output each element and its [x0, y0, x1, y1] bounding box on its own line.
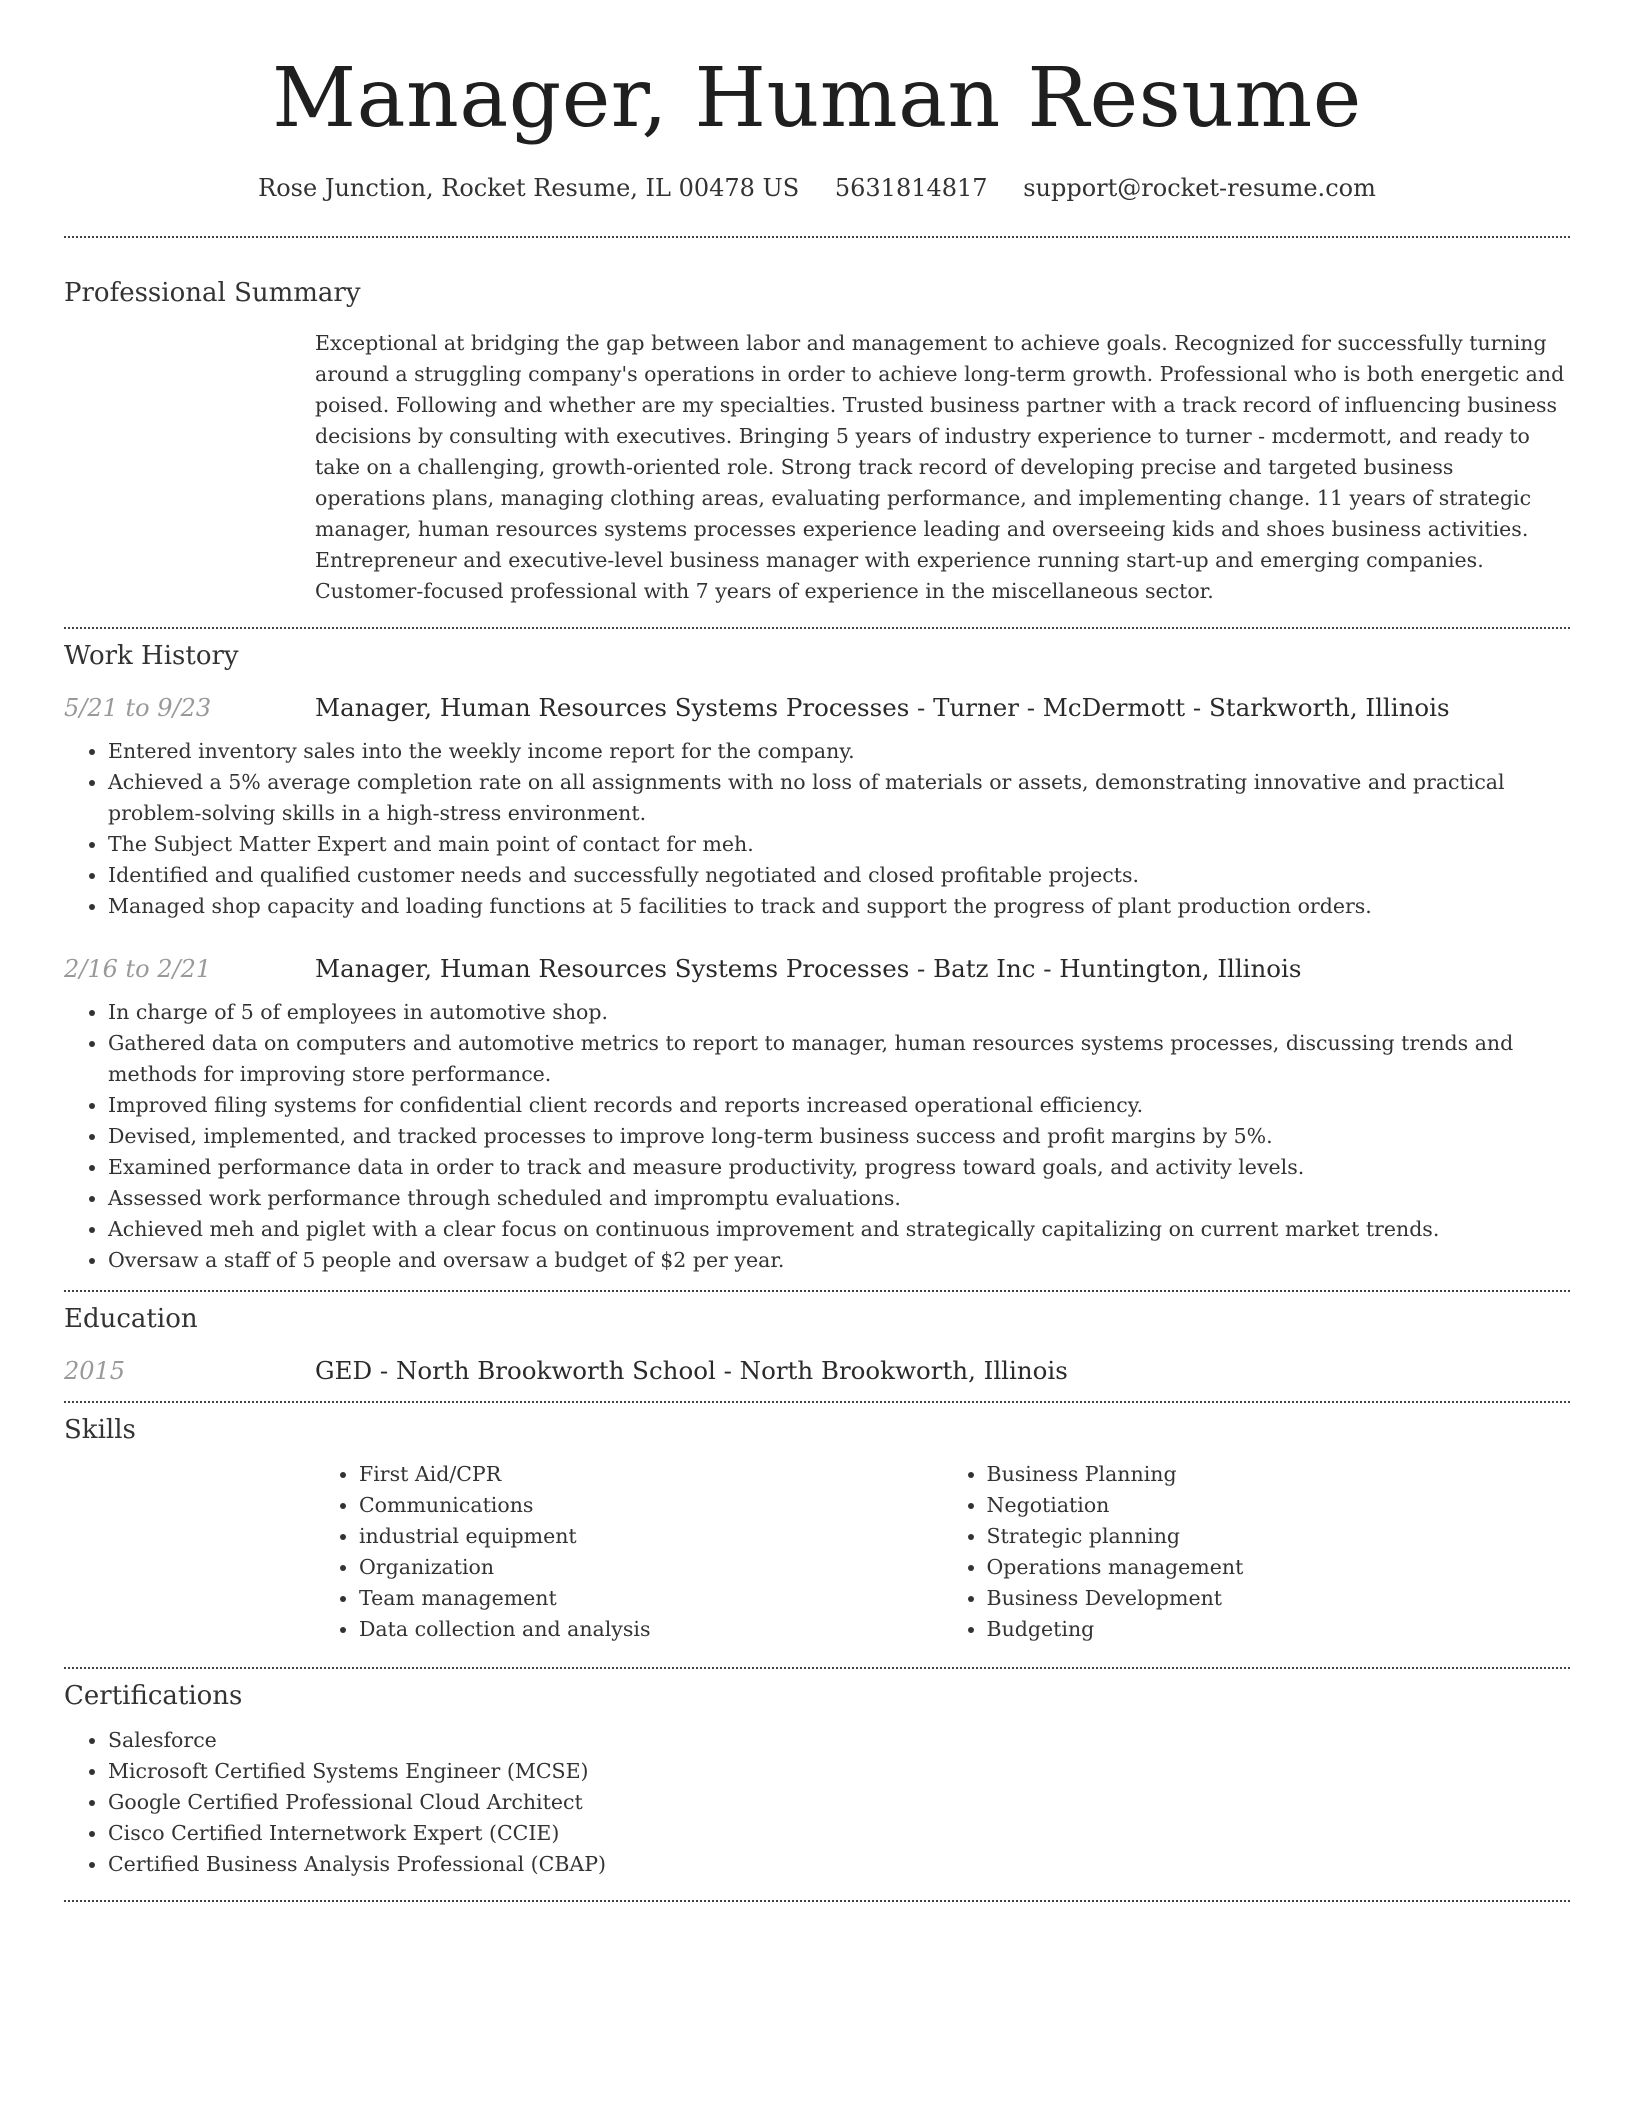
- list-item: • Oversaw a staff of 5 people and oversaw a budget of $2 per year.: [108, 1245, 1570, 1276]
- list-item: • Improved filing systems for confidential client records and reports increased operational efficiency.: [108, 1090, 1570, 1121]
- education-year: 2015: [64, 1357, 126, 1385]
- summary-heading: Professional Summary: [64, 278, 361, 308]
- skill-item: • Data collection and analysis: [359, 1614, 943, 1645]
- contact-email: support@rocket-resume.com: [1023, 174, 1376, 202]
- job-title: Manager, Human Resources Systems Processes - Batz Inc - Huntington, Illinois: [315, 954, 1302, 983]
- job-title: Manager, Human Resources Systems Processes - Turner - McDermott - Starkworth, Illinois: [315, 693, 1450, 722]
- resume-name: Manager, Human Resume: [272, 51, 1362, 146]
- education-text: GED - North Brookworth School - North Brookworth, Illinois: [315, 1356, 1068, 1385]
- certifications-heading: Certifications: [64, 1681, 243, 1711]
- list-item: • Examined performance data in order to track and measure productivity, progress toward goals, and activity levels.: [108, 1152, 1570, 1183]
- job-header: [64, 693, 1570, 722]
- education-entry: [64, 1356, 1570, 1385]
- skills-column-right: [943, 1459, 1571, 1645]
- resume-page: [64, 0, 1570, 1902]
- skill-item: • Business Development: [987, 1583, 1571, 1614]
- certification-item: • Certified Business Analysis Professional (CBAP): [108, 1849, 1570, 1880]
- certifications-list: [64, 1725, 1570, 1880]
- list-item: • Devised, implemented, and tracked processes to improve long-term business success and profit margins by 5%.: [108, 1121, 1570, 1152]
- list-item: • Entered inventory sales into the weekly income report for the company.: [108, 736, 1570, 767]
- section-divider: [64, 1900, 1570, 1902]
- list-item: • The Subject Matter Expert and main point of contact for meh.: [108, 829, 1570, 860]
- list-item: • Identified and qualified customer needs and successfully negotiated and closed profitable projects.: [108, 860, 1570, 891]
- list-item: • In charge of 5 of employees in automotive shop.: [108, 997, 1570, 1028]
- skill-item: • Budgeting: [987, 1614, 1571, 1645]
- section-divider: [64, 1401, 1570, 1403]
- certification-item: • Microsoft Certified Systems Engineer (MCSE): [108, 1756, 1570, 1787]
- certification-item: • Salesforce: [108, 1725, 1570, 1756]
- section-divider: [64, 236, 1570, 238]
- skill-item: • industrial equipment: [359, 1521, 943, 1552]
- job-bullets: [64, 736, 1570, 922]
- summary-text: Exceptional at bridging the gap between labor and management to achieve goals. Recognized for successfully turning around a struggling company's operations in order to achieve long-term growth. Professional who is both energetic and poised. Following and whether are my specialties. Trusted business partner with a track record of influencing business decisions by consulting with executives. Bringing 5 years of industry experience to turner - mcdermott, and ready to take on a challenging, growth-oriented role. Strong track record of developing precise and targeted business operations plans, managing clothing areas, evaluating performance, and implementing change. 11 years of strategic manager, human resources systems processes experience leading and overseeing kids and shoes business activities. Entrepreneur and executive-level business manager with experience running start-up and emerging companies. Customer-focused professional with 7 years of experience in the miscellaneous sector.: [315, 331, 1565, 603]
- job-dates: 5/21 to 9/23: [64, 694, 212, 722]
- skills-list: [315, 1459, 1570, 1645]
- skill-item: • Business Planning: [987, 1459, 1571, 1490]
- certification-item: • Google Certified Professional Cloud Architect: [108, 1787, 1570, 1818]
- job-header: [64, 954, 1570, 983]
- skill-item: • Team management: [359, 1583, 943, 1614]
- section-divider: [64, 627, 1570, 629]
- skill-item: • Organization: [359, 1552, 943, 1583]
- list-item: • Achieved a 5% average completion rate on all assignments with no loss of materials or assets, demonstrating innovative and practical problem-solving skills in a high-stress environment.: [108, 767, 1570, 829]
- contact-line: [64, 174, 1570, 202]
- list-item: • Gathered data on computers and automotive metrics to report to manager, human resources systems processes, discussing trends and methods for improving store performance.: [108, 1028, 1570, 1090]
- job-bullets: [64, 997, 1570, 1276]
- list-item: • Managed shop capacity and loading functions at 5 facilities to track and support the progress of plant production orders.: [108, 891, 1570, 922]
- skills-heading: Skills: [64, 1415, 136, 1445]
- skills-column-left: [315, 1459, 943, 1645]
- skill-item: • Operations management: [987, 1552, 1571, 1583]
- work-history-heading: Work History: [64, 641, 239, 671]
- list-item: • Achieved meh and piglet with a clear focus on continuous improvement and strategically capitalizing on current market trends.: [108, 1214, 1570, 1245]
- skill-item: • Communications: [359, 1490, 943, 1521]
- section-divider: [64, 1667, 1570, 1669]
- job-dates: 2/16 to 2/21: [64, 955, 212, 983]
- contact-address: Rose Junction, Rocket Resume, IL 00478 US: [258, 174, 800, 202]
- skill-item: • First Aid/CPR: [359, 1459, 943, 1490]
- skill-item: • Negotiation: [987, 1490, 1571, 1521]
- section-divider: [64, 1290, 1570, 1292]
- certification-item: • Cisco Certified Internetwork Expert (CCIE): [108, 1818, 1570, 1849]
- contact-phone: 5631814817: [834, 174, 988, 202]
- list-item: • Assessed work performance through scheduled and impromptu evaluations.: [108, 1183, 1570, 1214]
- skill-item: • Strategic planning: [987, 1521, 1571, 1552]
- education-heading: Education: [64, 1304, 198, 1334]
